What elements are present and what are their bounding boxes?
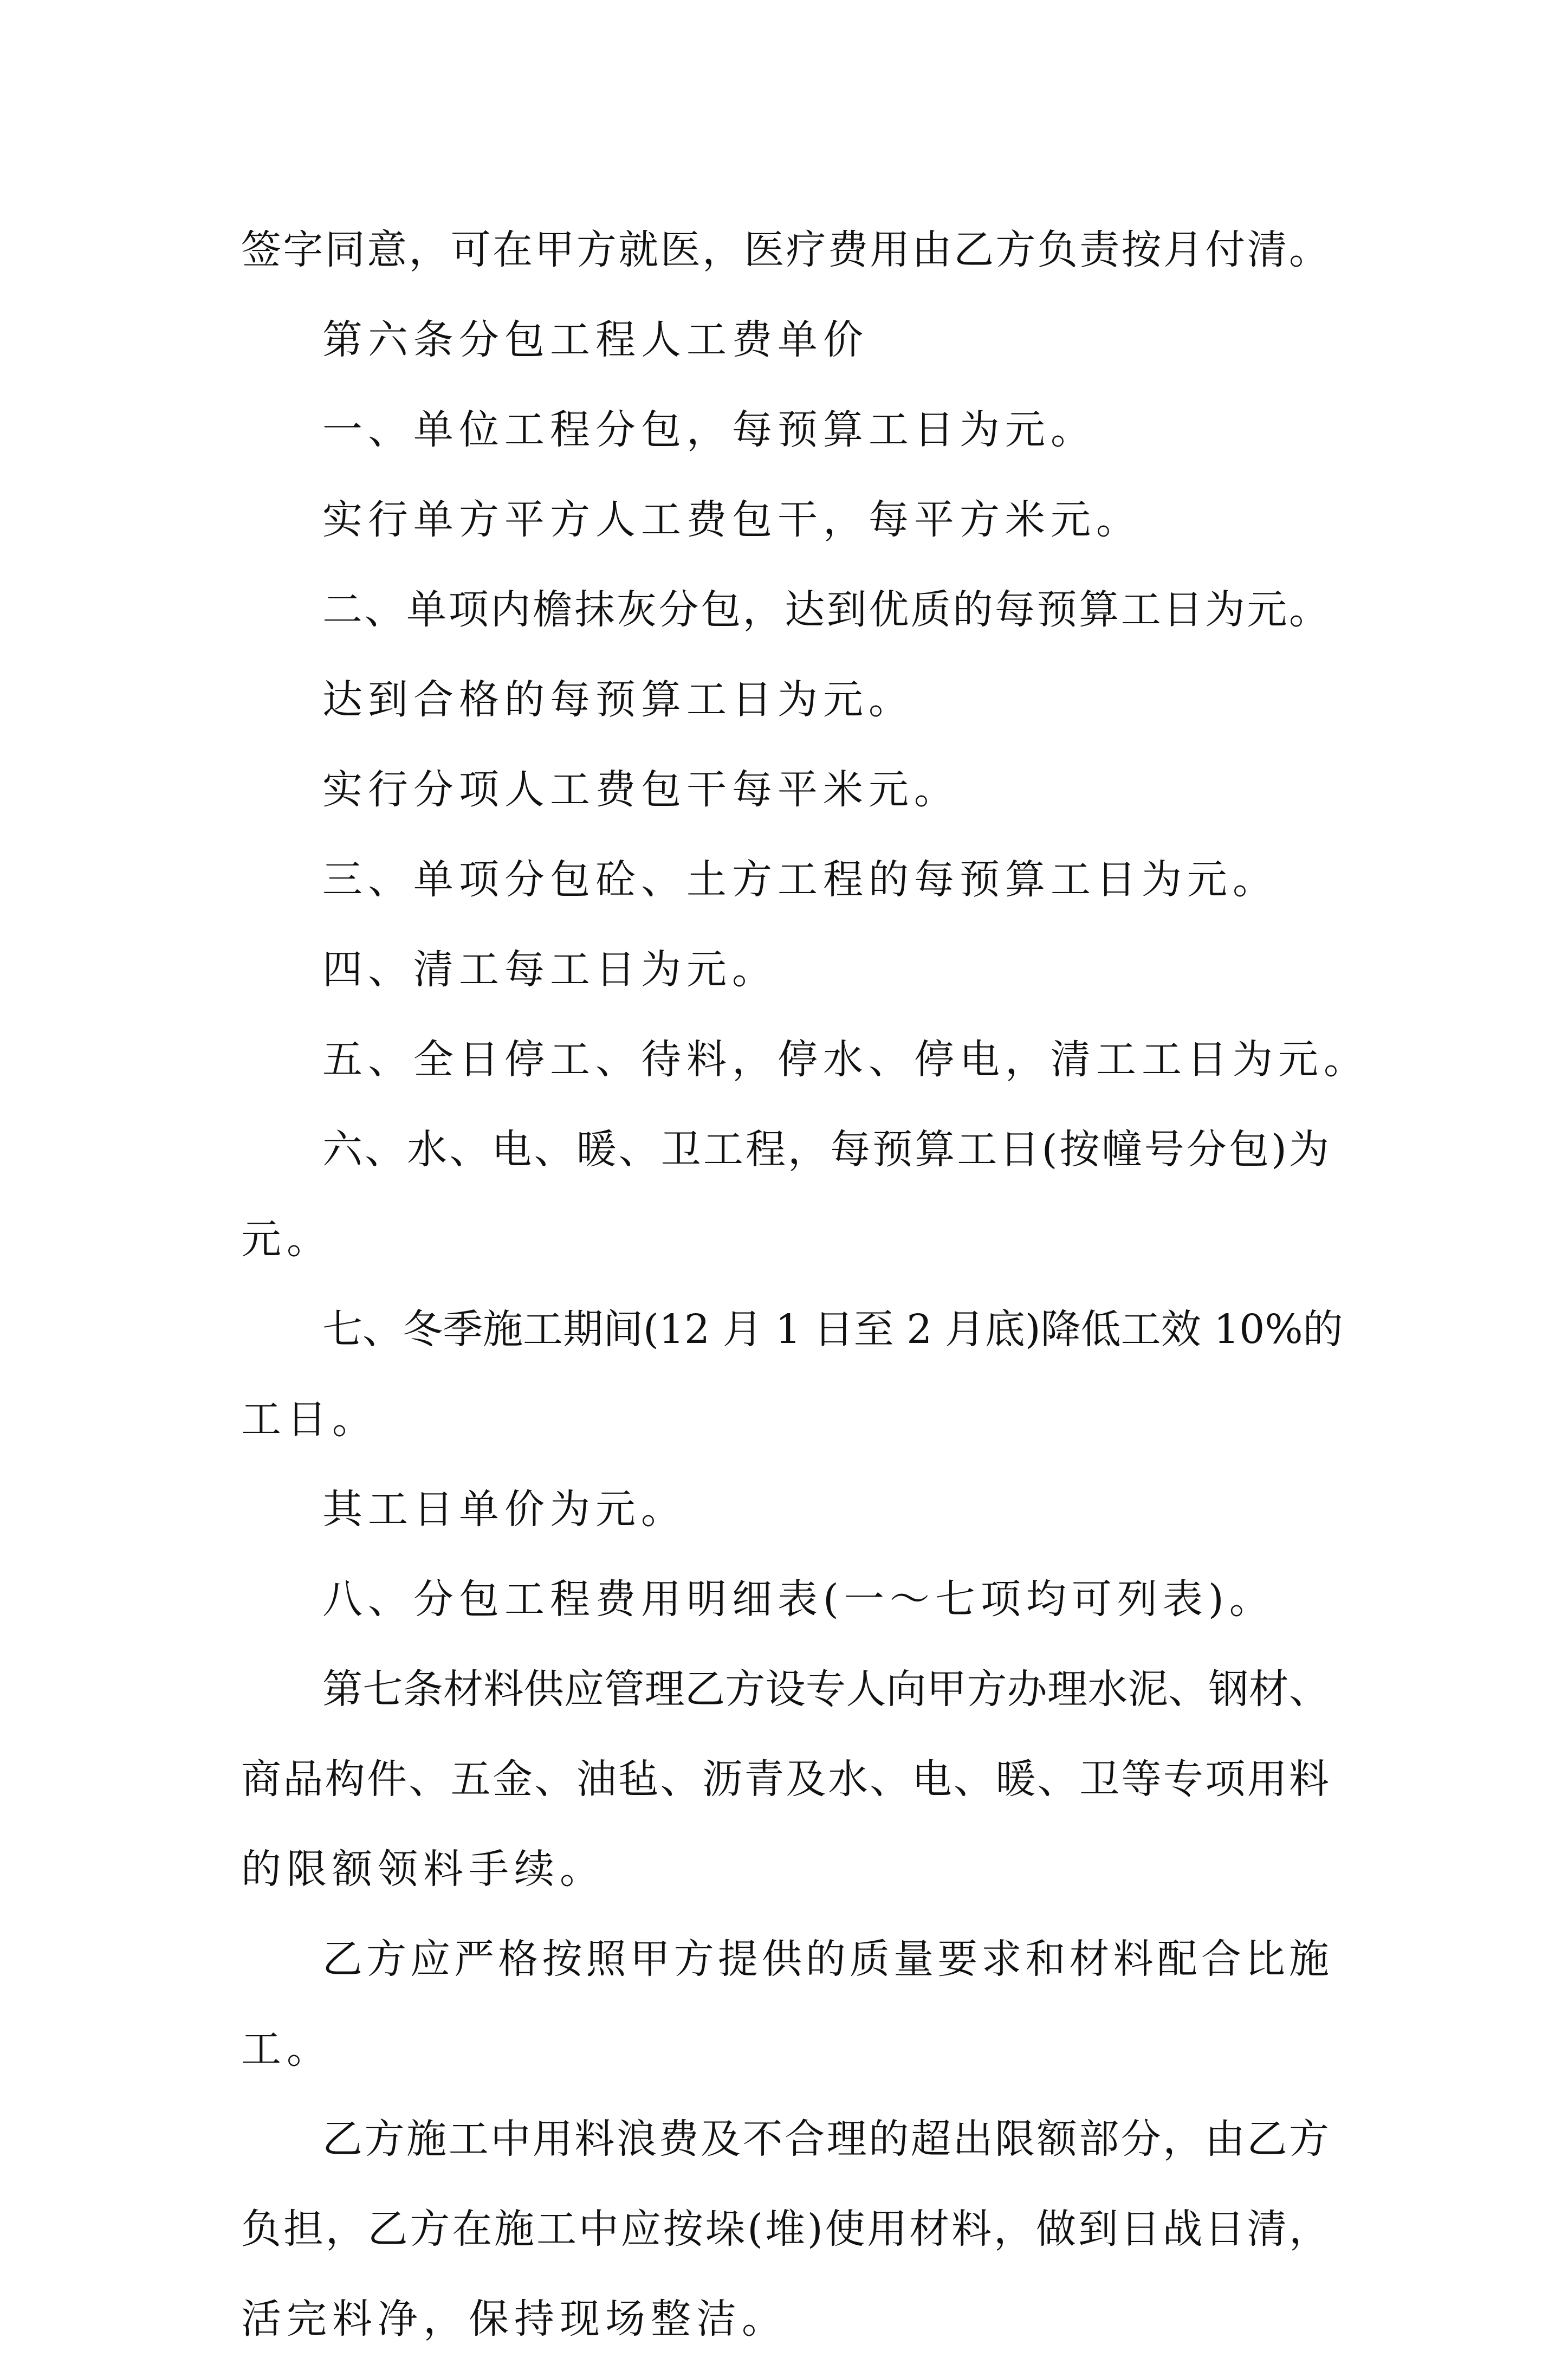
paragraph-line: 负担，乙方在施工中应按垛(堆)使用材料，做到日战日清， <box>241 2206 1329 2252</box>
paragraph-line: 达到合格的每预算工日为元。 <box>322 676 914 723</box>
paragraph-line: 四、清工每工日为元。 <box>322 946 777 993</box>
paragraph-line: 六、水、电、暖、卫工程，每预算工日(按幢号分包)为 <box>322 1126 1329 1173</box>
paragraph-line: 五、全日停工、待料，停水、停电，清工工日为元。 <box>322 1036 1369 1083</box>
paragraph-line: 工。 <box>241 2026 332 2072</box>
paragraph-line: 七、冬季施工期间(12 月 1 日至 2 月底)降低工效 10%的 <box>322 1306 1343 1353</box>
document-body <box>241 205 1369 2364</box>
paragraph-line: 实行分项人工费包干每平米元。 <box>322 766 960 813</box>
paragraph-line: 工日。 <box>241 1396 378 1443</box>
paragraph-line: 签字同意，可在甲方就医，医疗费用由乙方负责按月付清。 <box>241 227 1329 273</box>
paragraph-line: 商品构件、五金、油毡、沥青及水、电、暖、卫等专项用料 <box>241 1756 1329 1803</box>
paragraph-line: 元。 <box>241 1216 332 1263</box>
section-heading: 第七条材料供应管理乙方设专人向甲方办理水泥、钢材、 <box>322 1666 1329 1713</box>
paragraph-line: 三、单项分包砼、土方工程的每预算工日为元。 <box>322 856 1278 903</box>
paragraph-line: 的限额领料手续。 <box>241 1846 605 1893</box>
paragraph-line: 活完料净，保持现场整洁。 <box>241 2296 787 2342</box>
paragraph-line: 乙方施工中用料浪费及不合理的超出限额部分，由乙方 <box>322 2116 1329 2162</box>
paragraph-line: 一、单位工程分包，每预算工日为元。 <box>322 406 1096 453</box>
section-heading: 第六条分包工程人工费单价 <box>322 317 869 363</box>
paragraph-line: 二、单项内檐抹灰分包，达到优质的每预算工日为元。 <box>322 586 1329 633</box>
paragraph-line: 其工日单价为元。 <box>322 1486 686 1533</box>
paragraph-line: 八、分包工程费用明细表(一～七项均可列表)。 <box>322 1576 1275 1623</box>
paragraph-line: 实行单方平方人工费包干，每平方米元。 <box>322 496 1142 543</box>
paragraph-line: 乙方应严格按照甲方提供的质量要求和材料配合比施 <box>322 1936 1329 1982</box>
